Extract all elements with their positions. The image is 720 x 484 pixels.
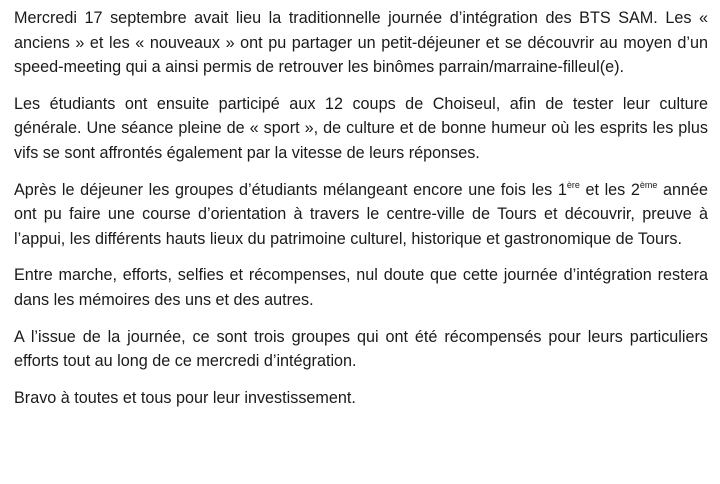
paragraph-awards: A l’issue de la journée, ce sont trois groupes qui ont été récompensés pour leurs particuliers efforts tout au long de ce mercredi d’intégration.: [14, 327, 708, 371]
paragraph-orientation-text-1: Après le déjeuner les groupes d’étudiants mélangeant encore une fois les 1: [14, 180, 567, 199]
paragraph-orientation-text-3: année ont pu faire une course d’orientation à travers le centre-ville de Tours et découvrir, preuve à l’appui, les différents hauts lieux du patrimoine culturel, historique et gastronomique de Tours.: [14, 180, 708, 248]
article-body: [14, 6, 708, 410]
paragraph-congratulations: Bravo à toutes et tous pour leur investissement.: [14, 388, 356, 407]
superscript-second: ème: [639, 179, 658, 190]
paragraph-choiseul-quiz: Les étudiants ont ensuite participé aux 12 coups de Choiseul, afin de tester leur culture générale. Une séance pleine de « sport », de culture et de bonne humeur où les esprits les plus vifs se sont affrontés également par la vitesse de leurs réponses.: [14, 94, 708, 162]
paragraph-orientation-text-2: et les 2: [579, 180, 640, 199]
paragraph-integration-day: Mercredi 17 septembre avait lieu la traditionnelle journée d’intégration des BTS SAM. Les « anciens » et les « nouveaux » ont pu partager un petit-déjeuner et se découvrir au moyen d’un speed-meeting qui a ainsi permis de retrouver les binômes parrain/marraine-filleul(e).: [14, 9, 708, 77]
paragraph-memories: Entre marche, efforts, selfies et récompenses, nul doute que cette journée d’intégration restera dans les mémoires des uns et des autres.: [14, 266, 708, 309]
superscript-first: ère: [566, 179, 580, 190]
paragraph-orientation-race: [14, 178, 708, 252]
